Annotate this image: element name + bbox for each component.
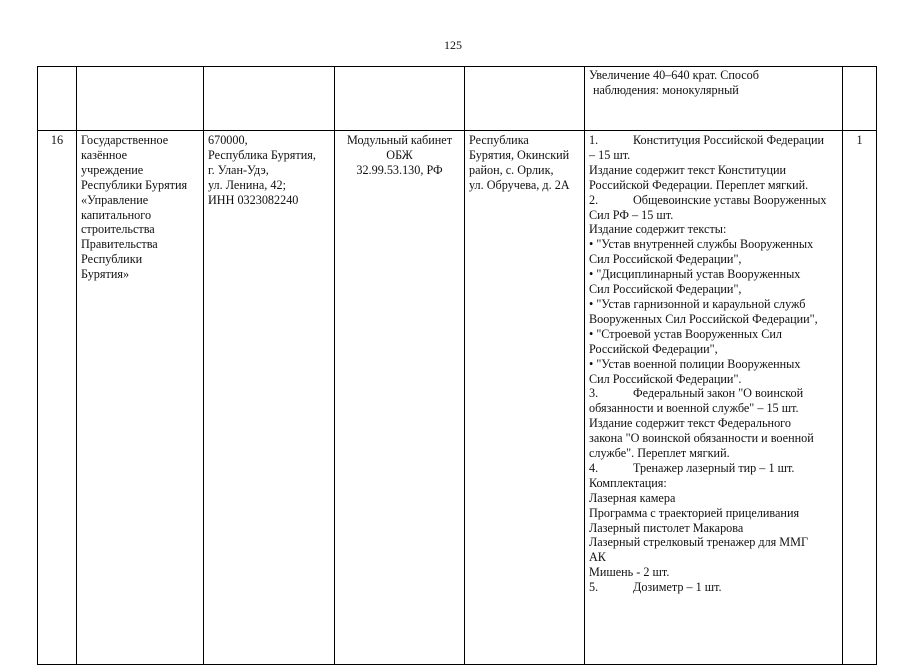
object-line: ОБЖ <box>386 147 413 162</box>
description-line: • "Устав внутренней службы Вооруженных <box>589 237 814 252</box>
requisites-line: Республика Бурятия, <box>208 147 316 162</box>
description-line: наблюдения: монокулярный <box>593 82 739 97</box>
item-number: 4. <box>589 460 599 475</box>
item-text: Общевоинские уставы Вооруженных <box>633 192 827 207</box>
description-line: Увеличение 40–640 крат. Способ <box>589 68 759 82</box>
address-line: Бурятия, Окинский <box>469 147 570 162</box>
cell-quantity-empty <box>843 67 877 131</box>
item-text: Федеральный закон "О воинской <box>633 386 804 401</box>
description-line: Сил Российской Федерации", <box>589 252 742 267</box>
organization-line: Республики Бурятия <box>81 177 188 192</box>
description-line: Сил Российской Федерации". <box>589 371 742 386</box>
description-line: закона "О воинской обязанности и военной <box>589 431 814 446</box>
organization-line: Правительства <box>81 237 158 252</box>
description-line: Мишень - 2 шт. <box>589 565 670 580</box>
description-line: Издание содержит тексты: <box>589 222 727 237</box>
organization-line: строительства <box>81 222 155 237</box>
table-row <box>38 131 877 665</box>
description-line: Издание содержит текст Конституции <box>589 162 787 177</box>
cell-row-index: 16 <box>38 131 77 665</box>
description-line: Программа с траекторией прицеливания <box>589 505 800 520</box>
description-line: Сил Российской Федерации", <box>589 282 742 297</box>
description-line: АК <box>589 550 606 565</box>
item-number: 2. <box>589 192 599 207</box>
description-numbered-item <box>589 461 838 476</box>
requisites-line: ул. Ленина, 42; <box>208 177 286 192</box>
requisites-line: 670000, <box>208 133 248 147</box>
description-line: Вооруженных Сил Российской Федерации", <box>589 311 818 326</box>
description-line: • "Строевой устав Вооруженных Сил <box>589 326 782 341</box>
description-line: – 15 шт. <box>589 147 631 162</box>
cell-object <box>335 131 465 665</box>
description-numbered-item <box>589 193 838 208</box>
item-text: Конституция Российской Федерации <box>633 133 825 147</box>
requisites-line: г. Улан-Удэ, <box>208 162 269 177</box>
cell-index-empty <box>38 67 77 131</box>
organization-line: Республики <box>81 252 143 267</box>
object-line: 32.99.53.130, РФ <box>356 162 443 177</box>
cell-object-empty <box>335 67 465 131</box>
cell-description-continued <box>585 67 843 131</box>
cell-requisites-empty <box>204 67 335 131</box>
description-line: Лазерная камера <box>589 490 676 505</box>
cell-address <box>465 131 585 665</box>
description-numbered-item <box>589 580 838 595</box>
description-line: • "Устав военной полиции Вооруженных <box>589 356 801 371</box>
page-number: 125 <box>444 38 462 52</box>
description-numbered-item <box>589 386 838 401</box>
item-text: Тренажер лазерный тир – 1 шт. <box>633 460 795 475</box>
description-line: Сил РФ – 15 шт. <box>589 207 674 222</box>
cell-quantity: 1 <box>843 131 877 665</box>
cell-description <box>585 131 843 665</box>
description-line: Российской Федерации", <box>589 341 718 356</box>
description-line: Комплектация: <box>589 475 667 490</box>
address-line: ул. Обручева, д. 2А <box>469 177 570 192</box>
cell-address-empty <box>465 67 585 131</box>
description-numbered-item <box>589 133 838 148</box>
item-text: Дозиметр – 1 шт. <box>633 580 722 595</box>
organization-line: казённое <box>81 147 128 162</box>
organization-line: Бурятия» <box>81 267 130 282</box>
object-line: Модульный кабинет <box>346 133 453 147</box>
description-line: службе". Переплет мягкий. <box>589 446 730 461</box>
description-line: • "Устав гарнизонной и караульной служб <box>589 296 806 311</box>
description-line: Лазерный пистолет Макарова <box>589 520 744 535</box>
cell-organization <box>77 131 204 665</box>
equipment-table <box>37 66 877 665</box>
cell-organization-empty <box>77 67 204 131</box>
organization-line: капитального <box>81 207 152 222</box>
table-row-continued <box>38 67 877 131</box>
cell-requisites <box>204 131 335 665</box>
description-line: Лазерный стрелковый тренажер для ММГ <box>589 535 809 550</box>
organization-line: учреждение <box>81 162 144 177</box>
description-line: обязанности и военной службе" – 15 шт. <box>589 401 799 416</box>
organization-line: Государственное <box>81 133 169 147</box>
item-number: 5. <box>589 580 599 595</box>
description-line: Российской Федерации. Переплет мягкий. <box>589 177 809 192</box>
address-line: Республика <box>469 133 529 147</box>
item-number: 3. <box>589 386 599 401</box>
requisites-line: ИНН 0323082240 <box>208 192 299 207</box>
description-line: • "Дисциплинарный устав Вооруженных <box>589 267 801 282</box>
organization-line: «Управление <box>81 192 149 207</box>
address-line: район, с. Орлик, <box>469 162 554 177</box>
description-line: Издание содержит текст Федерального <box>589 416 791 431</box>
item-number: 1. <box>589 133 599 147</box>
